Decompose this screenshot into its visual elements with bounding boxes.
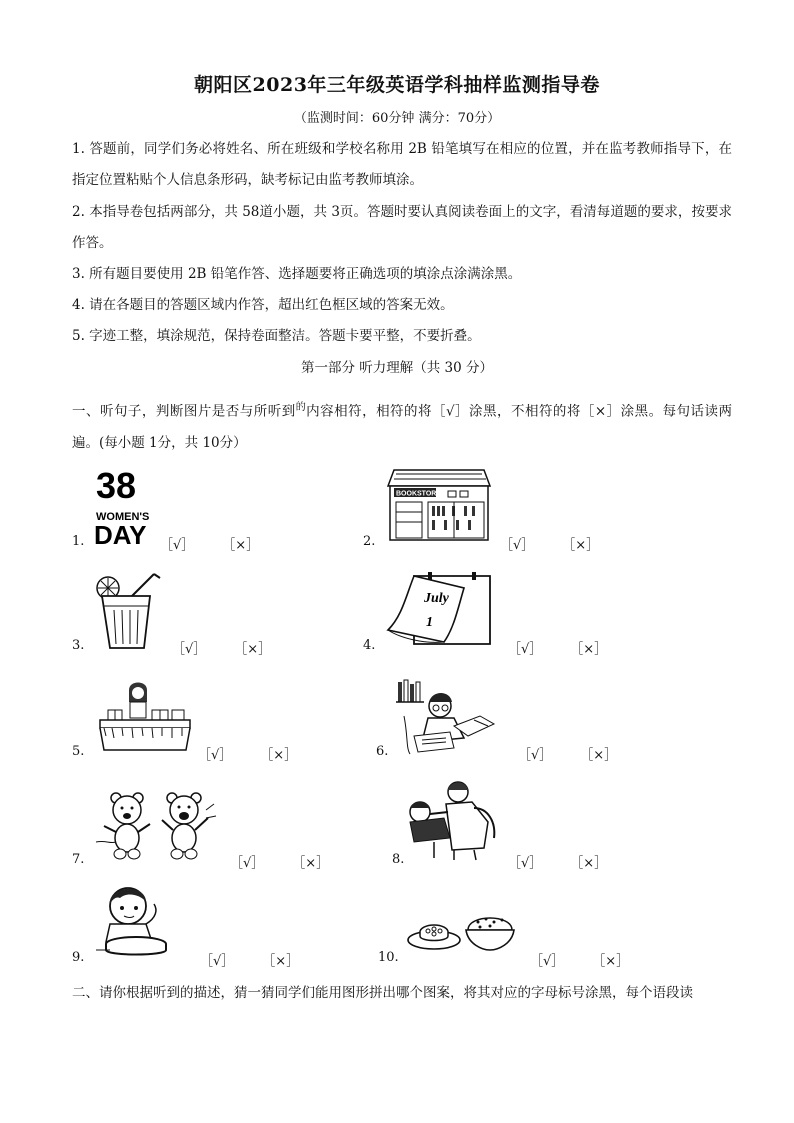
answer-marks [508, 638, 607, 657]
answer-marks [500, 534, 599, 553]
yes-mark[interactable]: ［√］ [172, 642, 207, 657]
exam-info: （监测时间：60分钟 满分：70分） [293, 111, 501, 126]
no-mark[interactable]: ［×］ [292, 856, 330, 871]
no-mark[interactable]: ［×］ [234, 642, 272, 657]
item-number: 3. [72, 638, 85, 653]
no-mark[interactable]: ［×］ [222, 538, 260, 553]
item-number: 8. [392, 852, 405, 867]
man-reading-picture [394, 676, 502, 756]
no-mark[interactable]: ［×］ [260, 748, 298, 763]
no-mark[interactable]: ［×］ [592, 954, 630, 969]
boy-with-cake-picture [96, 884, 168, 960]
womens-day-number: 38 [96, 465, 137, 506]
item-number: 9. [72, 950, 85, 965]
item-number: 7. [72, 852, 85, 867]
no-mark[interactable]: ［×］ [562, 538, 600, 553]
calendar-day: 1 [426, 615, 433, 630]
yes-mark[interactable]: ［√］ [508, 642, 543, 657]
yes-mark[interactable]: ［√］ [518, 748, 553, 763]
doctor-picture [404, 778, 500, 862]
instruction-4: 4. 请在各题目的答题区域内作答，超出红色框区域的答案无效。 [72, 297, 454, 313]
yes-mark[interactable]: ［√］ [530, 954, 565, 969]
answer-marks [172, 638, 271, 657]
instruction-3: 3. 所有题目要使用 2B 铅笔作答、选择题要将正确选项的填涂点涂满涂黑。 [72, 266, 522, 282]
teddy-bears-picture [96, 790, 220, 862]
answer-marks [508, 852, 607, 871]
calendar-month: July [424, 591, 449, 606]
answer-marks [160, 534, 259, 553]
no-mark[interactable]: ［×］ [262, 954, 300, 969]
no-mark[interactable]: ［×］ [570, 856, 608, 871]
girl-with-gifts-picture [98, 680, 192, 754]
question1-intro: 一、听句子，判断图片是否与所听到$^的$内容相符，相符的将［√］涂黑，不相符的将［×］涂黑。每句话读两遍。(每小题 1分，共 10分） [72, 402, 732, 451]
item-number: 1. [72, 534, 85, 549]
yes-mark[interactable]: ［√］ [160, 538, 195, 553]
yes-mark[interactable]: ［√］ [508, 856, 543, 871]
yes-mark[interactable]: ［√］ [200, 954, 235, 969]
item-number: 2. [363, 534, 376, 549]
answer-marks [198, 744, 297, 763]
mooncake-and-rice-picture [406, 910, 518, 952]
instruction-5: 5. 字迹工整，填涂规范，保持卷面整洁。答题卡要平整，不要折叠。 [72, 328, 481, 344]
item-number: 10. [378, 950, 399, 965]
answer-marks [518, 744, 617, 763]
calendar-picture [384, 572, 494, 648]
yes-mark[interactable]: ［√］ [230, 856, 265, 871]
item-number: 6. [376, 744, 389, 759]
womens-day-words: WOMEN'S [96, 511, 150, 523]
page-title: 朝阳区2023年三年级英语学科抽样监测指导卷 [194, 74, 600, 96]
womens-day-day: DAY [94, 520, 147, 550]
item-number: 5. [72, 744, 85, 759]
bookstore-sign: BOOKSTORE [396, 490, 441, 498]
instruction-2: 2. 本指导卷包括两部分，共 58道小题，共 3页。答题时要认真阅读卷面上的文字，看清每道题的要求，按要求作答。 [72, 204, 732, 251]
item-number: 4. [363, 638, 376, 653]
answer-marks [530, 950, 629, 969]
yes-mark[interactable]: ［√］ [198, 748, 233, 763]
yes-mark[interactable]: ［√］ [500, 538, 535, 553]
answer-marks [230, 852, 329, 871]
juice-glass-picture [92, 570, 164, 652]
no-mark[interactable]: ［×］ [580, 748, 618, 763]
no-mark[interactable]: ［×］ [570, 642, 608, 657]
section-heading: 第一部分 听力理解（共 30 分） [300, 360, 494, 376]
womens-day-picture [92, 464, 154, 550]
instruction-1: 1. 答题前，同学们务必将姓名、所在班级和学校名称用 2B 铅笔填写在相应的位置，并在监考教师指导下，在指定位置粘贴个人信息条形码，缺考标记由监考教师填涂。 [72, 141, 732, 188]
question2-intro: 二、请你根据听到的描述，猜一猜同学们能用图形拼出哪个图案，将其对应的字母标号涂黑，每个语段读 [72, 985, 693, 1001]
answer-marks [200, 950, 299, 969]
bookstore-picture [384, 466, 494, 542]
